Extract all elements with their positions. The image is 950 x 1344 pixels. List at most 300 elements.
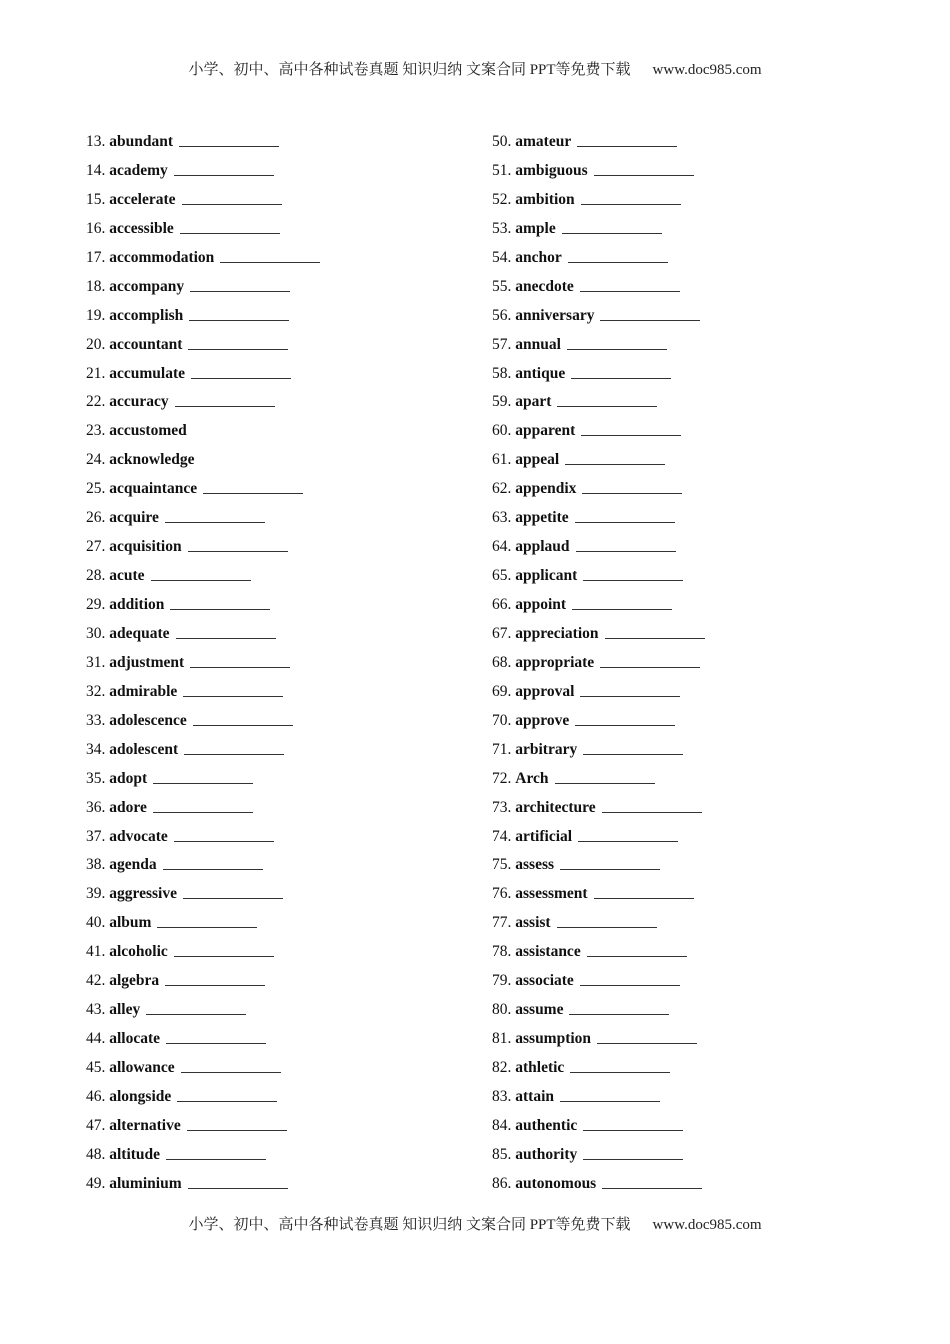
vocab-number: 81. (492, 1030, 512, 1048)
answer-blank[interactable] (580, 291, 680, 292)
answer-blank[interactable] (571, 378, 671, 379)
vocab-number: 28. (86, 567, 106, 585)
vocab-item (492, 562, 705, 591)
vocab-column-left (86, 128, 320, 1199)
vocab-item (86, 533, 320, 562)
vocab-number: 58. (492, 364, 512, 382)
vocab-item (492, 446, 705, 475)
vocab-item (492, 533, 705, 562)
answer-blank[interactable] (188, 551, 288, 552)
vocab-number: 56. (492, 306, 512, 324)
vocab-word: accommodation (109, 248, 215, 266)
vocab-number: 42. (86, 972, 106, 990)
vocab-item (492, 967, 705, 996)
vocab-word: assistance (515, 943, 581, 961)
answer-blank[interactable] (151, 580, 251, 581)
answer-blank[interactable] (175, 406, 275, 407)
vocab-item (86, 360, 320, 389)
answer-blank[interactable] (183, 898, 283, 899)
answer-blank[interactable] (569, 1014, 669, 1015)
vocab-word: acquaintance (109, 480, 198, 498)
answer-blank[interactable] (580, 985, 680, 986)
vocab-item (492, 475, 705, 504)
vocab-number: 76. (492, 885, 512, 903)
vocab-item (86, 967, 320, 996)
vocab-number: 32. (86, 682, 106, 700)
answer-blank[interactable] (583, 1130, 683, 1131)
answer-blank[interactable] (577, 146, 677, 147)
answer-blank[interactable] (560, 869, 660, 870)
vocab-number: 22. (86, 393, 106, 411)
vocab-item (492, 186, 705, 215)
header-site-link[interactable]: www.doc985.com (652, 62, 762, 78)
vocab-item (492, 1054, 705, 1083)
answer-blank[interactable] (153, 812, 253, 813)
vocab-word: ample (515, 219, 556, 237)
vocab-item (86, 794, 320, 823)
vocab-number: 27. (86, 538, 106, 556)
vocab-word: authority (515, 1145, 578, 1163)
vocab-number: 21. (86, 364, 106, 382)
answer-blank[interactable] (174, 841, 274, 842)
answer-blank[interactable] (188, 349, 288, 350)
vocab-word: aluminium (109, 1174, 182, 1192)
vocab-item (86, 880, 320, 909)
vocab-item (492, 1112, 705, 1141)
vocab-number: 70. (492, 711, 512, 729)
vocab-word: acquisition (109, 538, 182, 556)
vocab-word: anchor (515, 248, 562, 266)
answer-blank[interactable] (582, 493, 682, 494)
vocab-number: 74. (492, 827, 512, 845)
vocab-word: acquire (109, 509, 159, 527)
answer-blank[interactable] (580, 696, 680, 697)
vocab-word: alongside (109, 1087, 172, 1105)
vocab-item (492, 851, 705, 880)
vocab-word: accountant (109, 335, 183, 353)
vocab-word: adequate (109, 624, 170, 642)
answer-blank[interactable] (597, 1043, 697, 1044)
vocab-number: 67. (492, 624, 512, 642)
vocab-item (86, 1054, 320, 1083)
vocab-number: 46. (86, 1087, 106, 1105)
vocab-number: 48. (86, 1145, 106, 1163)
vocab-word: aggressive (109, 885, 177, 903)
vocab-number: 37. (86, 827, 106, 845)
vocab-number: 19. (86, 306, 106, 324)
vocab-item (86, 678, 320, 707)
vocab-word: anecdote (515, 277, 574, 295)
answer-blank[interactable] (153, 783, 253, 784)
vocab-number: 68. (492, 653, 512, 671)
vocab-item (86, 215, 320, 244)
vocab-item (492, 504, 705, 533)
vocab-item (492, 707, 705, 736)
vocab-word: accuracy (109, 393, 169, 411)
vocab-number: 40. (86, 914, 106, 932)
vocab-word: advocate (109, 827, 168, 845)
vocab-item (86, 707, 320, 736)
vocab-word: appoint (515, 596, 567, 613)
vocab-word: athletic (515, 1059, 565, 1076)
header-text: 小学、初中、高中各种试卷真题 知识归纳 文案合同 PPT等免费下载 (188, 62, 631, 78)
vocab-item (86, 1025, 320, 1054)
vocab-item (86, 244, 320, 273)
vocab-number: 54. (492, 248, 512, 266)
vocab-number: 75. (492, 856, 512, 874)
vocab-word: adopt (109, 769, 148, 787)
vocab-number: 57. (492, 335, 512, 353)
vocab-item (492, 649, 705, 678)
page-header (0, 58, 950, 79)
vocab-item (492, 360, 705, 389)
vocab-number: 41. (86, 943, 106, 961)
vocab-word: ambition (515, 190, 575, 208)
vocab-word: appeal (515, 451, 560, 469)
vocab-item (86, 736, 320, 765)
vocab-word: assume (515, 1001, 564, 1019)
answer-blank[interactable] (188, 1188, 288, 1189)
vocab-number: 15. (86, 190, 106, 208)
answer-blank[interactable] (166, 1043, 266, 1044)
vocab-word: appropriate (515, 653, 595, 671)
vocab-item (86, 157, 320, 186)
vocab-number: 43. (86, 1001, 106, 1019)
vocab-word: architecture (515, 798, 596, 816)
vocab-number: 60. (492, 422, 512, 440)
answer-blank[interactable] (180, 233, 280, 234)
vocab-word: apparent (515, 422, 576, 440)
vocab-number: 77. (492, 914, 512, 932)
vocab-number: 86. (492, 1174, 512, 1192)
vocab-word: accustomed (109, 422, 187, 440)
vocab-word: alcoholic (109, 943, 168, 961)
vocab-item (492, 880, 705, 909)
vocab-word: accessible (109, 219, 174, 237)
footer-text: 小学、初中、高中各种试卷真题 知识归纳 文案合同 PPT等免费下载 (188, 1217, 631, 1233)
vocab-number: 63. (492, 509, 512, 527)
vocab-number: 26. (86, 509, 106, 527)
vocab-item (86, 128, 320, 157)
vocab-item (86, 186, 320, 215)
vocab-number: 51. (492, 161, 512, 179)
vocab-number: 35. (86, 769, 106, 787)
vocab-item (492, 996, 705, 1025)
answer-blank[interactable] (157, 927, 257, 928)
vocab-item (492, 331, 705, 360)
vocab-number: 18. (86, 277, 106, 295)
vocab-word: admirable (109, 682, 178, 700)
vocab-item (492, 302, 705, 331)
vocab-word: applicant (515, 567, 578, 585)
answer-blank[interactable] (594, 175, 694, 176)
answer-blank[interactable] (560, 1101, 660, 1102)
vocab-item (492, 157, 705, 186)
vocab-number: 50. (492, 133, 512, 150)
vocab-item (86, 765, 320, 794)
answer-blank[interactable] (575, 725, 675, 726)
answer-blank[interactable] (165, 985, 265, 986)
vocab-item (86, 273, 320, 302)
vocab-number: 47. (86, 1116, 106, 1134)
vocab-number: 53. (492, 219, 512, 237)
vocab-item (86, 938, 320, 967)
vocab-item (86, 1083, 320, 1112)
vocab-number: 33. (86, 711, 106, 729)
vocab-number: 20. (86, 335, 106, 353)
answer-blank[interactable] (572, 609, 672, 610)
vocab-number: 82. (492, 1059, 512, 1076)
answer-blank[interactable] (602, 1188, 702, 1189)
vocab-item (492, 678, 705, 707)
vocab-item (492, 765, 705, 794)
vocab-word: assess (515, 856, 555, 874)
vocab-word: adolescence (109, 711, 187, 729)
vocab-item (492, 244, 705, 273)
vocab-word: addition (109, 596, 165, 613)
answer-blank[interactable] (170, 609, 270, 610)
vocab-word: accompany (109, 277, 185, 295)
vocab-word: acknowledge (109, 451, 195, 469)
vocab-number: 34. (86, 740, 106, 758)
answer-blank[interactable] (575, 522, 675, 523)
answer-blank[interactable] (562, 233, 662, 234)
vocab-item (86, 1112, 320, 1141)
vocab-word: authentic (515, 1116, 578, 1134)
answer-blank[interactable] (191, 378, 291, 379)
vocab-word: amateur (515, 133, 572, 150)
vocab-number: 83. (492, 1087, 512, 1105)
answer-blank[interactable] (600, 320, 700, 321)
answer-blank[interactable] (189, 320, 289, 321)
answer-blank[interactable] (594, 898, 694, 899)
vocab-number: 64. (492, 538, 512, 556)
vocab-word: assist (515, 914, 551, 932)
answer-blank[interactable] (190, 291, 290, 292)
vocab-item (492, 794, 705, 823)
vocab-item (86, 417, 320, 446)
answer-blank[interactable] (165, 522, 265, 523)
answer-blank[interactable] (182, 204, 282, 205)
vocab-word: apart (515, 393, 552, 411)
answer-blank[interactable] (583, 754, 683, 755)
answer-blank[interactable] (587, 956, 687, 957)
answer-blank[interactable] (555, 783, 655, 784)
vocab-number: 72. (492, 769, 512, 787)
answer-blank[interactable] (190, 667, 290, 668)
vocab-item (492, 417, 705, 446)
answer-blank[interactable] (220, 262, 320, 263)
answer-blank[interactable] (583, 1159, 683, 1160)
vocab-item (86, 909, 320, 938)
vocab-item (492, 388, 705, 417)
vocab-item (492, 128, 705, 157)
vocab-word: approval (515, 682, 575, 700)
vocab-word: abundant (109, 133, 174, 150)
vocab-item (492, 273, 705, 302)
answer-blank[interactable] (203, 493, 303, 494)
vocab-word: artificial (515, 827, 573, 845)
answer-blank[interactable] (600, 667, 700, 668)
answer-blank[interactable] (176, 638, 276, 639)
vocab-item (86, 996, 320, 1025)
vocab-word: approve (515, 711, 570, 729)
vocab-number: 59. (492, 393, 512, 411)
vocab-number: 61. (492, 451, 512, 469)
vocab-item (492, 909, 705, 938)
vocab-word: attain (515, 1087, 554, 1105)
answer-blank[interactable] (166, 1159, 266, 1160)
answer-blank[interactable] (578, 841, 678, 842)
vocab-number: 23. (86, 422, 106, 440)
vocab-word: autonomous (515, 1174, 597, 1192)
answer-blank[interactable] (184, 754, 284, 755)
vocab-word: altitude (109, 1145, 161, 1163)
vocab-word: appetite (515, 509, 569, 527)
vocab-number: 25. (86, 480, 106, 498)
vocab-number: 62. (492, 480, 512, 498)
vocab-number: 55. (492, 277, 512, 295)
vocab-word: accumulate (109, 364, 186, 382)
answer-blank[interactable] (146, 1014, 246, 1015)
answer-blank[interactable] (557, 927, 657, 928)
vocab-number: 49. (86, 1174, 106, 1192)
page-footer (0, 1213, 950, 1234)
vocab-item (492, 1141, 705, 1170)
answer-blank[interactable] (576, 551, 676, 552)
vocab-number: 73. (492, 798, 512, 816)
vocab-word: adjustment (109, 653, 185, 671)
vocab-item (86, 302, 320, 331)
vocab-number: 24. (86, 451, 106, 469)
answer-blank[interactable] (187, 1130, 287, 1131)
vocab-word: algebra (109, 972, 160, 990)
vocab-item (492, 1025, 705, 1054)
vocab-number: 65. (492, 567, 512, 585)
vocab-word: accomplish (109, 306, 184, 324)
vocab-item (86, 1170, 320, 1199)
vocab-number: 29. (86, 596, 106, 613)
vocab-number: 13. (86, 133, 106, 150)
vocab-number: 52. (492, 190, 512, 208)
vocab-word: allocate (109, 1030, 161, 1048)
vocab-word: accelerate (109, 190, 176, 208)
vocab-item (86, 649, 320, 678)
answer-blank[interactable] (183, 696, 283, 697)
vocab-number: 85. (492, 1145, 512, 1163)
answer-blank[interactable] (193, 725, 293, 726)
vocab-word: academy (109, 161, 168, 179)
vocab-word: appendix (515, 480, 577, 498)
vocab-item (86, 475, 320, 504)
vocab-number: 38. (86, 856, 106, 874)
answer-blank[interactable] (567, 349, 667, 350)
vocab-word: alley (109, 1001, 141, 1019)
vocab-number: 66. (492, 596, 512, 613)
vocab-word: assessment (515, 885, 588, 903)
vocab-item (86, 620, 320, 649)
vocab-number: 39. (86, 885, 106, 903)
vocab-word: acute (109, 567, 145, 585)
answer-blank[interactable] (583, 580, 683, 581)
answer-blank[interactable] (179, 146, 279, 147)
answer-blank[interactable] (557, 406, 657, 407)
vocab-item (492, 215, 705, 244)
vocab-word: applaud (515, 538, 570, 556)
vocab-word: associate (515, 972, 574, 990)
answer-blank[interactable] (602, 812, 702, 813)
vocab-item (492, 1170, 705, 1199)
vocab-number: 36. (86, 798, 106, 816)
vocab-number: 78. (492, 943, 512, 961)
vocab-item (86, 446, 320, 475)
vocab-word: allowance (109, 1059, 175, 1076)
vocab-word: adore (109, 798, 147, 816)
footer-site-link[interactable]: www.doc985.com (652, 1217, 762, 1233)
answer-blank[interactable] (568, 262, 668, 263)
vocab-word: antique (515, 364, 566, 382)
answer-blank[interactable] (605, 638, 705, 639)
vocab-number: 17. (86, 248, 106, 266)
vocab-item (86, 591, 320, 620)
vocab-number: 80. (492, 1001, 512, 1019)
answer-blank[interactable] (174, 956, 274, 957)
vocab-item (492, 1083, 705, 1112)
vocab-item (492, 591, 705, 620)
vocab-word: ambiguous (515, 161, 588, 179)
vocab-item (492, 736, 705, 765)
answer-blank[interactable] (163, 869, 263, 870)
vocab-number: 30. (86, 624, 106, 642)
answer-blank[interactable] (581, 204, 681, 205)
answer-blank[interactable] (181, 1072, 281, 1073)
vocab-number: 44. (86, 1030, 106, 1048)
answer-blank[interactable] (570, 1072, 670, 1073)
vocab-number: 79. (492, 972, 512, 990)
vocab-number: 14. (86, 161, 106, 179)
vocab-item (86, 851, 320, 880)
vocab-number: 71. (492, 740, 512, 758)
vocab-word: Arch (515, 769, 549, 787)
vocab-word: adolescent (109, 740, 179, 758)
vocab-word: album (109, 914, 152, 932)
vocab-item (86, 331, 320, 360)
vocab-word: annual (515, 335, 561, 353)
vocab-item (86, 823, 320, 852)
vocab-word: assumption (515, 1030, 592, 1048)
vocab-number: 84. (492, 1116, 512, 1134)
vocab-item (492, 823, 705, 852)
vocab-word: anniversary (515, 306, 595, 324)
vocab-item (492, 620, 705, 649)
vocab-number: 16. (86, 219, 106, 237)
vocab-item (492, 938, 705, 967)
vocab-word: arbitrary (515, 740, 578, 758)
vocab-number: 31. (86, 653, 106, 671)
vocab-item (86, 388, 320, 417)
answer-blank[interactable] (177, 1101, 277, 1102)
answer-blank[interactable] (565, 464, 665, 465)
vocab-word: appreciation (515, 624, 599, 642)
vocab-number: 45. (86, 1059, 106, 1076)
vocab-column-right (492, 128, 705, 1199)
answer-blank[interactable] (581, 435, 681, 436)
vocab-word: alternative (109, 1116, 181, 1134)
vocab-number: 69. (492, 682, 512, 700)
vocab-item (86, 1141, 320, 1170)
vocab-item (86, 562, 320, 591)
answer-blank[interactable] (174, 175, 274, 176)
